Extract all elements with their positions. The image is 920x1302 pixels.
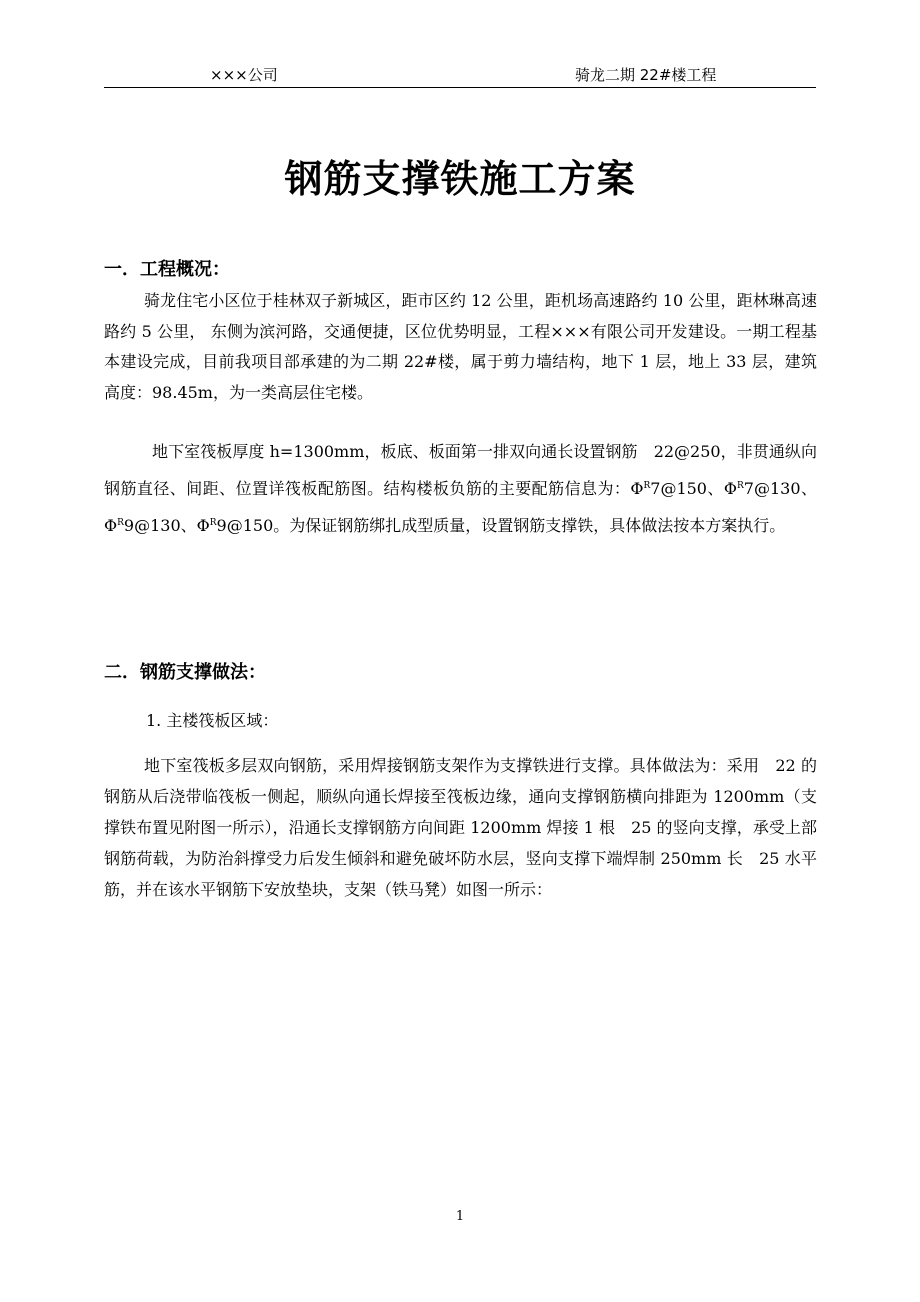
- header-company: ×××公司: [210, 66, 278, 84]
- document-title: 钢筋支撑铁施工方案: [284, 157, 636, 201]
- rebar-spec: $\Phi^R9@130$: [104, 516, 181, 535]
- section1-heading: 一．工程概况：: [104, 259, 230, 280]
- para2-text-a: 地下室筏板厚度 h=1300mm，板底、板面第一排双向通长设置钢筋 22@250，非贯通纵向钢筋直径、间距、位置详筏板配筋图。结构楼板负筋的主要配筋信息为：: [104, 442, 817, 498]
- header-divider: [104, 87, 816, 88]
- para2-text-b: 。为保证钢筋绑扎成型质量，设置钢筋支撑铁，具体做法按本方案执行。: [273, 516, 786, 535]
- section1-paragraph2: 地下室筏板厚度 h=1300mm，板底、板面第一排双向通长设置钢筋 22@250，非贯通纵向钢筋直径、间距、位置详筏板配筋图。结构楼板负筋的主要配筋信息为：$\Phi^R7@150$、$\Phi^R7@130$、$\Phi^R9@130$、$\Phi^R9@150$。为保证钢筋绑扎成型质量，设置钢筋支撑铁，具体做法按本方案执行。: [104, 442, 817, 535]
- page-number: 1: [455, 1209, 465, 1224]
- section2-heading: 二．钢筋支撑做法：: [104, 662, 266, 683]
- section1-paragraph1: 骑龙住宅小区位于桂林双子新城区，距市区约 12 公里，距机场高速路约 10 公里，距林琳高速路约 5 公里， 东侧为滨河路，交通便捷，区位优势明显，工程×××有限公司开发建设。一期工程基本建设完成，目前我项目部承建的为二期 22#楼，属于剪力墙结构，地下 1 层，地上 33 层，建筑高度：98.45m，为一类高层住宅楼。: [104, 291, 817, 402]
- rebar-spec: $\Phi^R7@150$: [630, 479, 707, 498]
- section2-paragraph: 地下室筏板多层双向钢筋，采用焊接钢筋支架作为支撑铁进行支撑。具体做法为：采用 22 的钢筋从后浇带临筏板一侧起，顺纵向通长焊接至筏板边缘，通向支撑钢筋横向排距为 1200mm（支撑铁布置见附图一所示），沿通长支撑钢筋方向间距 1200mm 焊接 1 根 25 的竖向支撑，承受上部钢筋荷载，为防治斜撑受力后发生倾斜和避免破坏防水层，竖向支撑下端焊制 250mm 长 25 水平筋，并在该水平钢筋下安放垫块，支架（铁马凳）如图一所示：: [104, 756, 817, 899]
- header-project: 骑龙二期 22#楼工程: [575, 66, 717, 84]
- rebar-spec: $\Phi^R7@130$: [723, 479, 801, 498]
- rebar-spec: $\Phi^R9@150$: [196, 516, 274, 535]
- section2-subheading: 1. 主楼筏板区域：: [146, 711, 279, 730]
